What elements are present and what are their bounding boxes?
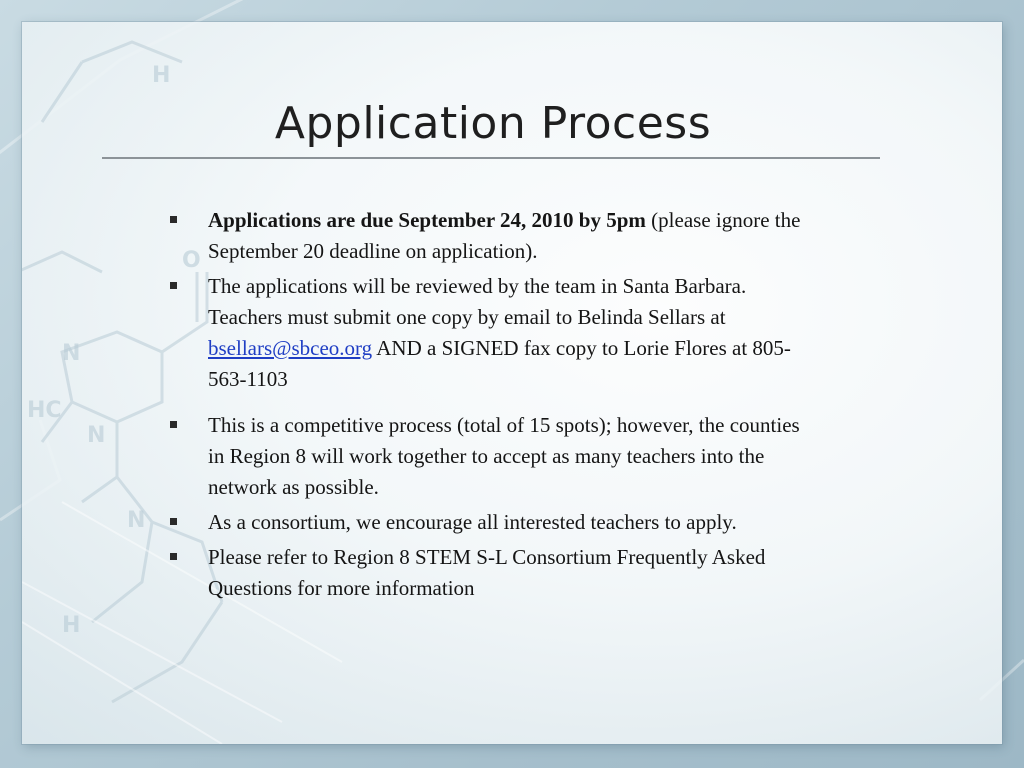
svg-text:N: N <box>62 341 81 366</box>
svg-text:N: N <box>87 423 106 448</box>
bullet-item-consortium <box>170 507 820 538</box>
deadline-note-text: (please ignore the September 20 deadline on application). <box>208 208 801 263</box>
email-link[interactable]: bsellars@sbceo.org <box>208 336 373 360</box>
square-bullet-icon <box>170 421 177 428</box>
svg-text:HC: HC <box>27 398 62 423</box>
deadline-bold-text: Applications are due September 24, 2010 by 5pm <box>208 208 646 232</box>
bullet-item-faq <box>170 542 820 604</box>
svg-text:N: N <box>127 508 146 533</box>
svg-text:H: H <box>152 63 171 88</box>
competitive-text: This is a competitive process (total of 15 spots); however, the counties in Region 8 will work together to accept as many teachers into the network as possible. <box>208 413 800 499</box>
title-divider <box>102 157 880 159</box>
bullet-item-deadline <box>170 205 820 267</box>
faq-text: Please refer to Region 8 STEM S-L Consortium Frequently Asked Questions for more information <box>208 545 766 600</box>
square-bullet-icon <box>170 282 177 289</box>
square-bullet-icon <box>170 553 177 560</box>
square-bullet-icon <box>170 216 177 223</box>
bullet-list <box>170 205 820 608</box>
slide-title: Application Process <box>274 98 712 149</box>
bullet-item-review <box>170 271 820 395</box>
review-text-after: AND a SIGNED fax copy to Lorie Flores at 805-563-1103 <box>208 336 791 391</box>
review-text-before: The applications will be reviewed by the team in Santa Barbara. Teachers must submit one copy by email to Belinda Sellars at <box>208 274 747 329</box>
svg-text:O: O <box>182 248 201 273</box>
square-bullet-icon <box>170 518 177 525</box>
svg-text:H: H <box>62 613 81 638</box>
consortium-text: As a consortium, we encourage all interested teachers to apply. <box>208 510 737 534</box>
bullet-item-competitive <box>170 410 820 503</box>
